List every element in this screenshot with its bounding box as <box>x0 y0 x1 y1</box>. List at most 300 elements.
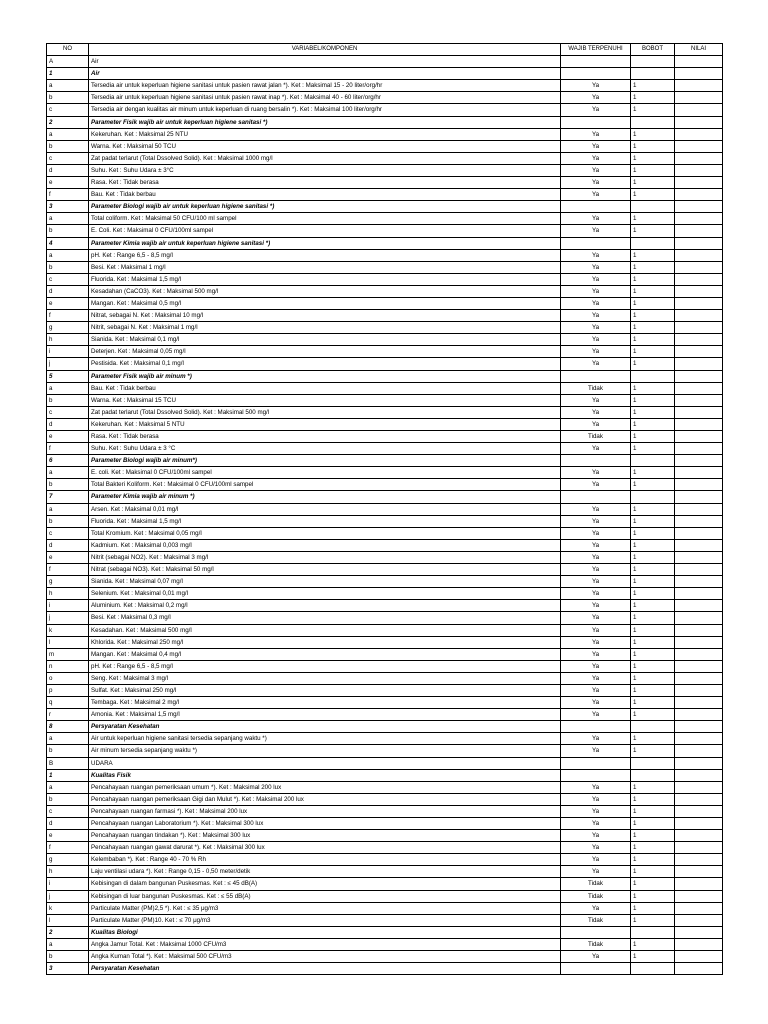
row-wajib-terpenuhi: Ya <box>561 951 631 963</box>
row-nilai[interactable] <box>675 564 723 576</box>
table-row <box>47 358 723 370</box>
table-row <box>47 213 723 225</box>
row-number: n <box>47 660 89 672</box>
row-variable: Aluminium. Ket : Maksimal 0,2 mg/l <box>89 600 561 612</box>
row-variable: Warna. Ket : Maksimal 15 TCU <box>89 394 561 406</box>
row-bobot: 1 <box>631 938 675 950</box>
row-variable: Deterjen. Ket : Maksimal 0,05 mg/l <box>89 346 561 358</box>
row-nilai[interactable] <box>675 878 723 890</box>
table-row <box>47 914 723 926</box>
row-nilai[interactable] <box>675 56 723 68</box>
row-wajib-terpenuhi: Ya <box>561 842 631 854</box>
row-nilai[interactable] <box>675 709 723 721</box>
table-row <box>47 902 723 914</box>
row-wajib-terpenuhi: Tidak <box>561 878 631 890</box>
row-bobot <box>631 237 675 249</box>
row-nilai[interactable] <box>675 624 723 636</box>
row-nilai[interactable] <box>675 600 723 612</box>
row-bobot: 1 <box>631 467 675 479</box>
table-row <box>47 830 723 842</box>
table-row <box>47 443 723 455</box>
row-nilai[interactable] <box>675 951 723 963</box>
row-wajib-terpenuhi: Ya <box>561 503 631 515</box>
row-nilai[interactable] <box>675 576 723 588</box>
row-wajib-terpenuhi <box>561 455 631 467</box>
row-nilai[interactable] <box>675 515 723 527</box>
row-number: a <box>47 128 89 140</box>
row-nilai[interactable] <box>675 285 723 297</box>
row-nilai[interactable] <box>675 612 723 624</box>
table-row <box>47 733 723 745</box>
row-wajib-terpenuhi: Ya <box>561 576 631 588</box>
row-wajib-terpenuhi: Ya <box>561 539 631 551</box>
row-bobot: 1 <box>631 503 675 515</box>
group-row <box>47 370 723 382</box>
row-wajib-terpenuhi <box>561 237 631 249</box>
row-bobot: 1 <box>631 576 675 588</box>
row-variable: Khlorida. Ket : Maksimal 250 mg/l <box>89 636 561 648</box>
row-nilai[interactable] <box>675 164 723 176</box>
row-number: 5 <box>47 370 89 382</box>
row-variable: Suhu. Ket : Suhu Udara ± 3 °C <box>89 443 561 455</box>
row-number: d <box>47 418 89 430</box>
row-bobot: 1 <box>631 733 675 745</box>
row-number: c <box>47 406 89 418</box>
row-wajib-terpenuhi: Ya <box>561 249 631 261</box>
row-nilai[interactable] <box>675 733 723 745</box>
row-bobot: 1 <box>631 551 675 563</box>
row-nilai[interactable] <box>675 382 723 394</box>
row-variable: Mangan. Ket : Maksimal 0,4 mg/l <box>89 648 561 660</box>
row-variable: Tersedia air untuk keperluan higiene sanitasi untuk pasien rawat inap *). Ket : Maksimal 40 - 60 liter/org/hr <box>89 92 561 104</box>
row-bobot: 1 <box>631 564 675 576</box>
row-variable: Mangan. Ket : Maksimal 0,5 mg/l <box>89 297 561 309</box>
row-nilai[interactable] <box>675 660 723 672</box>
row-nilai[interactable] <box>675 890 723 902</box>
row-nilai[interactable] <box>675 793 723 805</box>
row-nilai[interactable] <box>675 177 723 189</box>
row-nilai[interactable] <box>675 527 723 539</box>
row-nilai[interactable] <box>675 684 723 696</box>
section-row <box>47 56 723 68</box>
row-variable: Tersedia air untuk keperluan higiene sanitasi untuk pasien rawat jalan *). Ket : Maksimal 15 - 20 liter/org/hr <box>89 80 561 92</box>
table-row <box>47 648 723 660</box>
table-row <box>47 745 723 757</box>
row-variable: Tembaga. Ket : Maksimal 2 mg/l <box>89 697 561 709</box>
row-variable: Nitrat, sebagai N. Ket : Maksimal 10 mg/l <box>89 310 561 322</box>
row-bobot: 1 <box>631 636 675 648</box>
row-variable: Air untuk keperluan higiene sanitasi tersedia sepanjang waktu *) <box>89 733 561 745</box>
table-row <box>47 660 723 672</box>
section-row <box>47 757 723 769</box>
row-nilai[interactable] <box>675 201 723 213</box>
row-variable: Air <box>89 56 561 68</box>
row-nilai[interactable] <box>675 963 723 975</box>
row-variable: Total Kromium. Ket : Maksimal 0,05 mg/l <box>89 527 561 539</box>
row-nilai[interactable] <box>675 237 723 249</box>
row-number: h <box>47 866 89 878</box>
row-variable: Persyaratan Kesehatan <box>89 721 561 733</box>
row-nilai[interactable] <box>675 539 723 551</box>
row-variable: Rasa. Ket : Tidak berasa <box>89 177 561 189</box>
row-variable: Parameter Fisik wajib air untuk keperluan higiene sanitasi *) <box>89 116 561 128</box>
row-bobot: 1 <box>631 80 675 92</box>
row-nilai[interactable] <box>675 805 723 817</box>
row-bobot: 1 <box>631 600 675 612</box>
row-variable: Air <box>89 68 561 80</box>
row-number: h <box>47 588 89 600</box>
row-nilai[interactable] <box>675 346 723 358</box>
row-nilai[interactable] <box>675 261 723 273</box>
row-number: 4 <box>47 237 89 249</box>
row-number: a <box>47 467 89 479</box>
checklist-table <box>46 43 723 975</box>
row-wajib-terpenuhi: Ya <box>561 418 631 430</box>
row-variable: Fluorida. Ket : Maksimal 1,5 mg/l <box>89 515 561 527</box>
row-nilai[interactable] <box>675 914 723 926</box>
row-wajib-terpenuhi: Ya <box>561 902 631 914</box>
table-row <box>47 334 723 346</box>
row-nilai[interactable] <box>675 80 723 92</box>
row-variable: Particulate Matter (PM)10. Ket : ≤ 70 μg/m3 <box>89 914 561 926</box>
row-wajib-terpenuhi: Ya <box>561 818 631 830</box>
row-nilai[interactable] <box>675 854 723 866</box>
row-variable: Pencahayaan ruangan farmasi *). Ket : Maksimal 200 lux <box>89 805 561 817</box>
row-variable: Sianida. Ket : Maksimal 0,07 mg/l <box>89 576 561 588</box>
row-wajib-terpenuhi <box>561 201 631 213</box>
row-nilai[interactable] <box>675 310 723 322</box>
row-number: d <box>47 818 89 830</box>
row-nilai[interactable] <box>675 757 723 769</box>
row-wajib-terpenuhi: Ya <box>561 80 631 92</box>
row-nilai[interactable] <box>675 406 723 418</box>
row-nilai[interactable] <box>675 116 723 128</box>
row-nilai[interactable] <box>675 443 723 455</box>
row-nilai[interactable] <box>675 467 723 479</box>
table-row <box>47 92 723 104</box>
header-bobot: BOBOT <box>631 44 675 56</box>
row-wajib-terpenuhi: Tidak <box>561 914 631 926</box>
row-number: B <box>47 757 89 769</box>
row-nilai[interactable] <box>675 128 723 140</box>
row-wajib-terpenuhi: Tidak <box>561 890 631 902</box>
row-variable: Kadmium. Ket : Maksimal 0,003 mg/l <box>89 539 561 551</box>
row-nilai[interactable] <box>675 455 723 467</box>
table-row <box>47 418 723 430</box>
row-bobot: 1 <box>631 334 675 346</box>
row-variable: Sulfat. Ket : Maksimal 250 mg/l <box>89 684 561 696</box>
row-wajib-terpenuhi: Ya <box>561 104 631 116</box>
row-number: a <box>47 213 89 225</box>
row-wajib-terpenuhi <box>561 769 631 781</box>
row-wajib-terpenuhi: Ya <box>561 443 631 455</box>
row-bobot: 1 <box>631 842 675 854</box>
row-number: b <box>47 140 89 152</box>
row-nilai[interactable] <box>675 902 723 914</box>
row-variable: Zat padat terlarut (Total Dssolved Solid). Ket : Maksimal 1000 mg/l <box>89 152 561 164</box>
table-row <box>47 310 723 322</box>
row-nilai[interactable] <box>675 842 723 854</box>
table-row <box>47 842 723 854</box>
row-nilai[interactable] <box>675 249 723 261</box>
row-variable: UDARA <box>89 757 561 769</box>
row-wajib-terpenuhi <box>561 926 631 938</box>
row-wajib-terpenuhi: Tidak <box>561 431 631 443</box>
row-wajib-terpenuhi: Ya <box>561 551 631 563</box>
row-bobot: 1 <box>631 273 675 285</box>
row-number: a <box>47 80 89 92</box>
row-nilai[interactable] <box>675 358 723 370</box>
row-nilai[interactable] <box>675 189 723 201</box>
row-number: k <box>47 624 89 636</box>
row-variable: Parameter Biologi wajib air untuk keperluan higiene sanitasi *) <box>89 201 561 213</box>
row-bobot: 1 <box>631 418 675 430</box>
row-wajib-terpenuhi: Ya <box>561 128 631 140</box>
row-variable: Particulate Matter (PM)2,5 *). Ket : ≤ 35 μg/m3 <box>89 902 561 914</box>
table-row <box>47 249 723 261</box>
row-variable: Pencahayaan ruangan gawat darurat *). Ket : Maksimal 300 lux <box>89 842 561 854</box>
row-variable: Bau. Ket : Tidak berbau <box>89 189 561 201</box>
row-wajib-terpenuhi: Ya <box>561 322 631 334</box>
row-wajib-terpenuhi: Ya <box>561 261 631 273</box>
row-number: j <box>47 612 89 624</box>
row-nilai[interactable] <box>675 588 723 600</box>
row-number: a <box>47 249 89 261</box>
row-variable: pH. Ket : Range 6,5 - 8,5 mg/l <box>89 249 561 261</box>
table-row <box>47 793 723 805</box>
row-wajib-terpenuhi: Ya <box>561 177 631 189</box>
row-wajib-terpenuhi: Ya <box>561 564 631 576</box>
row-number: d <box>47 164 89 176</box>
row-variable: Suhu. Ket : Suhu Udara ± 3°C <box>89 164 561 176</box>
row-number: i <box>47 878 89 890</box>
table-row <box>47 612 723 624</box>
row-variable: Kualitas Biologi <box>89 926 561 938</box>
row-bobot: 1 <box>631 310 675 322</box>
row-nilai[interactable] <box>675 104 723 116</box>
row-nilai[interactable] <box>675 297 723 309</box>
row-nilai[interactable] <box>675 938 723 950</box>
row-wajib-terpenuhi: Ya <box>561 358 631 370</box>
row-wajib-terpenuhi: Ya <box>561 709 631 721</box>
table-row <box>47 551 723 563</box>
row-number: d <box>47 285 89 297</box>
table-row <box>47 273 723 285</box>
row-nilai[interactable] <box>675 370 723 382</box>
row-bobot <box>631 721 675 733</box>
row-number: d <box>47 539 89 551</box>
row-nilai[interactable] <box>675 830 723 842</box>
row-nilai[interactable] <box>675 648 723 660</box>
row-number: e <box>47 431 89 443</box>
row-bobot: 1 <box>631 818 675 830</box>
row-nilai[interactable] <box>675 152 723 164</box>
table-row <box>47 781 723 793</box>
row-number: a <box>47 938 89 950</box>
table-row <box>47 515 723 527</box>
row-number: b <box>47 479 89 491</box>
row-bobot: 1 <box>631 346 675 358</box>
row-number: c <box>47 152 89 164</box>
row-number: k <box>47 902 89 914</box>
row-number: j <box>47 358 89 370</box>
row-variable: Pencahayaan ruangan Laboratorium *). Ket : Maksimal 300 lux <box>89 818 561 830</box>
row-nilai[interactable] <box>675 697 723 709</box>
table-row <box>47 854 723 866</box>
row-variable: Pencahayaan ruangan tindakan *). Ket : Maksimal 300 lux <box>89 830 561 842</box>
row-variable: Total coliform. Ket : Maksimal 50 CFU/100 ml sampel <box>89 213 561 225</box>
row-nilai[interactable] <box>675 225 723 237</box>
row-wajib-terpenuhi: Ya <box>561 515 631 527</box>
row-nilai[interactable] <box>675 551 723 563</box>
row-wajib-terpenuhi: Ya <box>561 648 631 660</box>
row-bobot <box>631 769 675 781</box>
row-wajib-terpenuhi: Tidak <box>561 382 631 394</box>
row-nilai[interactable] <box>675 273 723 285</box>
row-nilai[interactable] <box>675 322 723 334</box>
row-bobot: 1 <box>631 878 675 890</box>
row-bobot: 1 <box>631 297 675 309</box>
row-nilai[interactable] <box>675 781 723 793</box>
row-variable: Kekeruhan. Ket : Maksimal 25 NTU <box>89 128 561 140</box>
row-number: A <box>47 56 89 68</box>
row-nilai[interactable] <box>675 745 723 757</box>
row-number: p <box>47 684 89 696</box>
table-row <box>47 890 723 902</box>
row-bobot: 1 <box>631 672 675 684</box>
row-number: l <box>47 914 89 926</box>
row-wajib-terpenuhi: Ya <box>561 346 631 358</box>
row-variable: Kesadahan (CaCO3). Ket : Maksimal 500 mg/l <box>89 285 561 297</box>
row-number: q <box>47 697 89 709</box>
row-bobot: 1 <box>631 92 675 104</box>
row-variable: Sianida. Ket : Maksimal 0,1 mg/l <box>89 334 561 346</box>
group-row <box>47 491 723 503</box>
table-row <box>47 878 723 890</box>
row-wajib-terpenuhi: Ya <box>561 479 631 491</box>
row-wajib-terpenuhi: Ya <box>561 164 631 176</box>
table-row <box>47 104 723 116</box>
table-row <box>47 80 723 92</box>
row-nilai[interactable] <box>675 68 723 80</box>
row-variable: E. Coli. Ket : Maksimal 0 CFU/100ml sampel <box>89 225 561 237</box>
row-nilai[interactable] <box>675 503 723 515</box>
row-bobot <box>631 116 675 128</box>
row-wajib-terpenuhi: Ya <box>561 92 631 104</box>
row-variable: Amonia. Ket : Maksimal 1,5 mg/l <box>89 709 561 721</box>
row-bobot: 1 <box>631 358 675 370</box>
row-number: 6 <box>47 455 89 467</box>
row-bobot: 1 <box>631 164 675 176</box>
row-variable: Parameter Biologi wajib air minum*) <box>89 455 561 467</box>
row-bobot <box>631 926 675 938</box>
row-number: b <box>47 951 89 963</box>
row-nilai[interactable] <box>675 721 723 733</box>
row-nilai[interactable] <box>675 394 723 406</box>
table-row <box>47 527 723 539</box>
row-bobot <box>631 201 675 213</box>
row-bobot: 1 <box>631 515 675 527</box>
row-number: f <box>47 189 89 201</box>
row-variable: pH. Ket : Range 6,5 - 8,5 mg/l <box>89 660 561 672</box>
header-no: NO <box>47 44 89 56</box>
row-number: c <box>47 104 89 116</box>
row-bobot: 1 <box>631 951 675 963</box>
row-number: f <box>47 842 89 854</box>
table-row <box>47 709 723 721</box>
header-variabel: VARIABEL/KOMPONEN <box>89 44 561 56</box>
row-variable: Nitrit (sebagai NO2). Ket : Maksimal 3 mg/l <box>89 551 561 563</box>
row-nilai[interactable] <box>675 926 723 938</box>
row-variable: Parameter Kimia wajib air minum *) <box>89 491 561 503</box>
row-variable: Arsen. Ket : Maksimal 0,01 mg/l <box>89 503 561 515</box>
table-row <box>47 406 723 418</box>
row-bobot: 1 <box>631 902 675 914</box>
row-nilai[interactable] <box>675 491 723 503</box>
row-nilai[interactable] <box>675 140 723 152</box>
table-row <box>47 225 723 237</box>
row-nilai[interactable] <box>675 866 723 878</box>
row-variable: Parameter Kimia wajib air untuk keperluan higiene sanitasi *) <box>89 237 561 249</box>
row-number: 2 <box>47 926 89 938</box>
row-nilai[interactable] <box>675 818 723 830</box>
row-nilai[interactable] <box>675 213 723 225</box>
table-row <box>47 576 723 588</box>
row-nilai[interactable] <box>675 334 723 346</box>
row-number: 3 <box>47 963 89 975</box>
row-variable: Fluorida. Ket : Maksimal 1,5 mg/l <box>89 273 561 285</box>
row-bobot: 1 <box>631 261 675 273</box>
table-row <box>47 564 723 576</box>
row-bobot: 1 <box>631 914 675 926</box>
row-bobot: 1 <box>631 660 675 672</box>
table-row <box>47 297 723 309</box>
row-bobot: 1 <box>631 382 675 394</box>
row-bobot: 1 <box>631 189 675 201</box>
row-nilai[interactable] <box>675 418 723 430</box>
table-row <box>47 503 723 515</box>
row-nilai[interactable] <box>675 92 723 104</box>
row-variable: Rasa. Ket : Tidak berasa <box>89 431 561 443</box>
row-nilai[interactable] <box>675 769 723 781</box>
row-number: b <box>47 225 89 237</box>
row-wajib-terpenuhi: Ya <box>561 152 631 164</box>
table-row <box>47 697 723 709</box>
row-nilai[interactable] <box>675 636 723 648</box>
row-bobot: 1 <box>631 588 675 600</box>
row-nilai[interactable] <box>675 479 723 491</box>
row-variable: Angka Jamur Total. Ket : Maksimal 1000 CFU/m3 <box>89 938 561 950</box>
row-bobot: 1 <box>631 624 675 636</box>
row-variable: Pencahayaan ruangan pemeriksaan Gigi dan Mulut *). Ket : Maksimal 200 lux <box>89 793 561 805</box>
row-number: h <box>47 334 89 346</box>
row-variable: Parameter Fisik wajib air minum *) <box>89 370 561 382</box>
row-variable: Nitrat (sebagai NO3). Ket : Maksimal 50 mg/l <box>89 564 561 576</box>
row-bobot: 1 <box>631 140 675 152</box>
row-nilai[interactable] <box>675 431 723 443</box>
table-row <box>47 128 723 140</box>
row-wajib-terpenuhi: Ya <box>561 310 631 322</box>
row-nilai[interactable] <box>675 672 723 684</box>
row-bobot: 1 <box>631 406 675 418</box>
row-number: i <box>47 346 89 358</box>
row-bobot: 1 <box>631 152 675 164</box>
row-bobot: 1 <box>631 866 675 878</box>
group-row <box>47 721 723 733</box>
table-row <box>47 261 723 273</box>
row-number: 1 <box>47 68 89 80</box>
row-bobot: 1 <box>631 431 675 443</box>
